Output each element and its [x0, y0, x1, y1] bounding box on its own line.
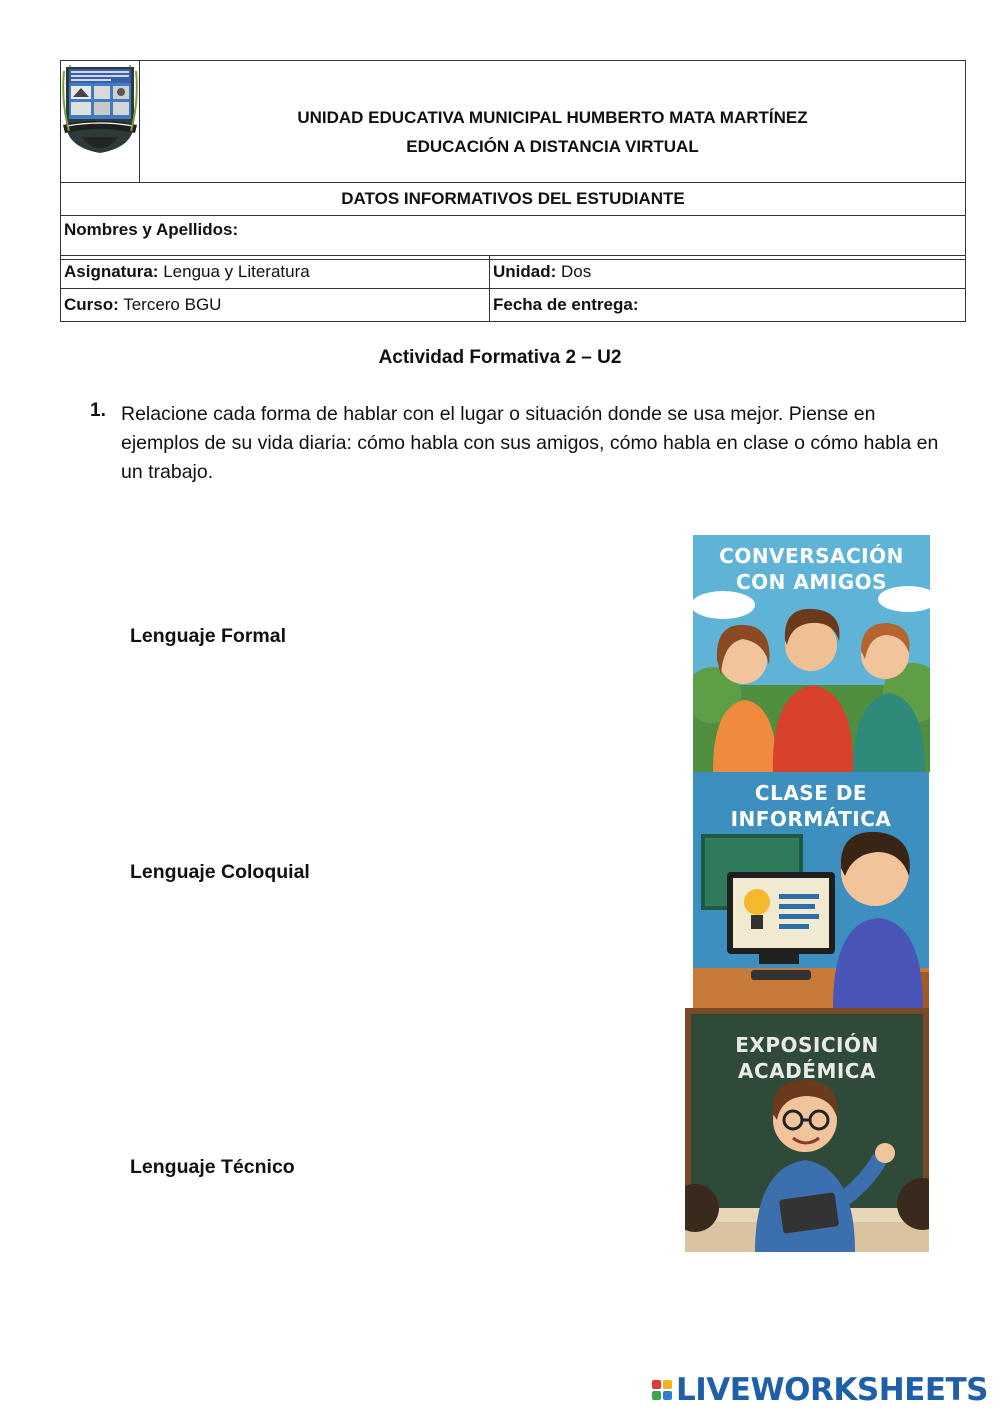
school-crest-icon: [61, 61, 139, 177]
course-label: Curso:: [64, 295, 119, 314]
card-friends-conversation[interactable]: [693, 535, 930, 772]
card-friends-title: [693, 543, 930, 595]
subject-value: Lengua y Literatura: [163, 262, 310, 281]
unit-value: Dos: [561, 262, 592, 281]
card-computer-title-line2: INFORMÁTICA: [730, 807, 892, 831]
card-computer-title: [693, 780, 929, 832]
activity-title: Actividad Formativa 2 – U2: [378, 347, 622, 368]
label-coloquial[interactable]: Lenguaje Coloquial: [130, 861, 310, 883]
card-friends-title-line2: CON AMIGOS: [735, 570, 888, 594]
names-field[interactable]: [61, 216, 966, 260]
course-value: Tercero BGU: [123, 295, 222, 314]
label-formal[interactable]: Lenguaje Formal: [130, 625, 287, 647]
card-computer-title-line1: CLASE DE: [754, 781, 868, 805]
student-info-table: [60, 60, 966, 260]
due-date-field[interactable]: [490, 289, 966, 322]
card-computer-class[interactable]: [693, 772, 929, 1008]
subject-label: Asignatura:: [64, 262, 159, 281]
school-name: [140, 61, 966, 183]
course-field: [61, 289, 490, 322]
school-name-line1: UNIDAD EDUCATIVA MUNICIPAL HUMBERTO MATA MARTÍNEZ: [297, 107, 808, 127]
unit-label: Unidad:: [493, 262, 557, 281]
student-info-table-2: [60, 255, 966, 322]
question-number: 1.: [90, 400, 106, 421]
card-academic-exposition[interactable]: [685, 1008, 929, 1252]
card-friends-title-line1: CONVERSACIÓN: [719, 544, 904, 568]
subject-field: [61, 256, 490, 289]
section-title: DATOS INFORMATIVOS DEL ESTUDIANTE: [61, 183, 966, 216]
card-exposition-title: [685, 1032, 929, 1084]
liveworksheets-brand[interactable]: [652, 1372, 988, 1408]
school-name-line2: EDUCACIÓN A DISTANCIA VIRTUAL: [406, 136, 699, 156]
due-date-label: Fecha de entrega:: [493, 295, 639, 314]
names-label: Nombres y Apellidos:: [64, 220, 239, 239]
unit-field: [490, 256, 966, 289]
brand-text: LIVEWORKSHEETS: [676, 1372, 988, 1408]
label-tecnico[interactable]: Lenguaje Técnico: [130, 1156, 295, 1178]
liveworksheets-logo-icon: [652, 1380, 672, 1400]
card-exposition-title-line1: EXPOSICIÓN: [735, 1033, 879, 1057]
card-exposition-title-line2: ACADÉMICA: [738, 1059, 876, 1083]
question-text: Relacione cada forma de hablar con el lugar o situación donde se usa mejor. Piense en ejemplos de su vida diaria: cómo habla con sus amigos, cómo habla en clase o cómo habla en un trabajo.: [121, 403, 939, 483]
school-logo-cell: [61, 61, 140, 183]
